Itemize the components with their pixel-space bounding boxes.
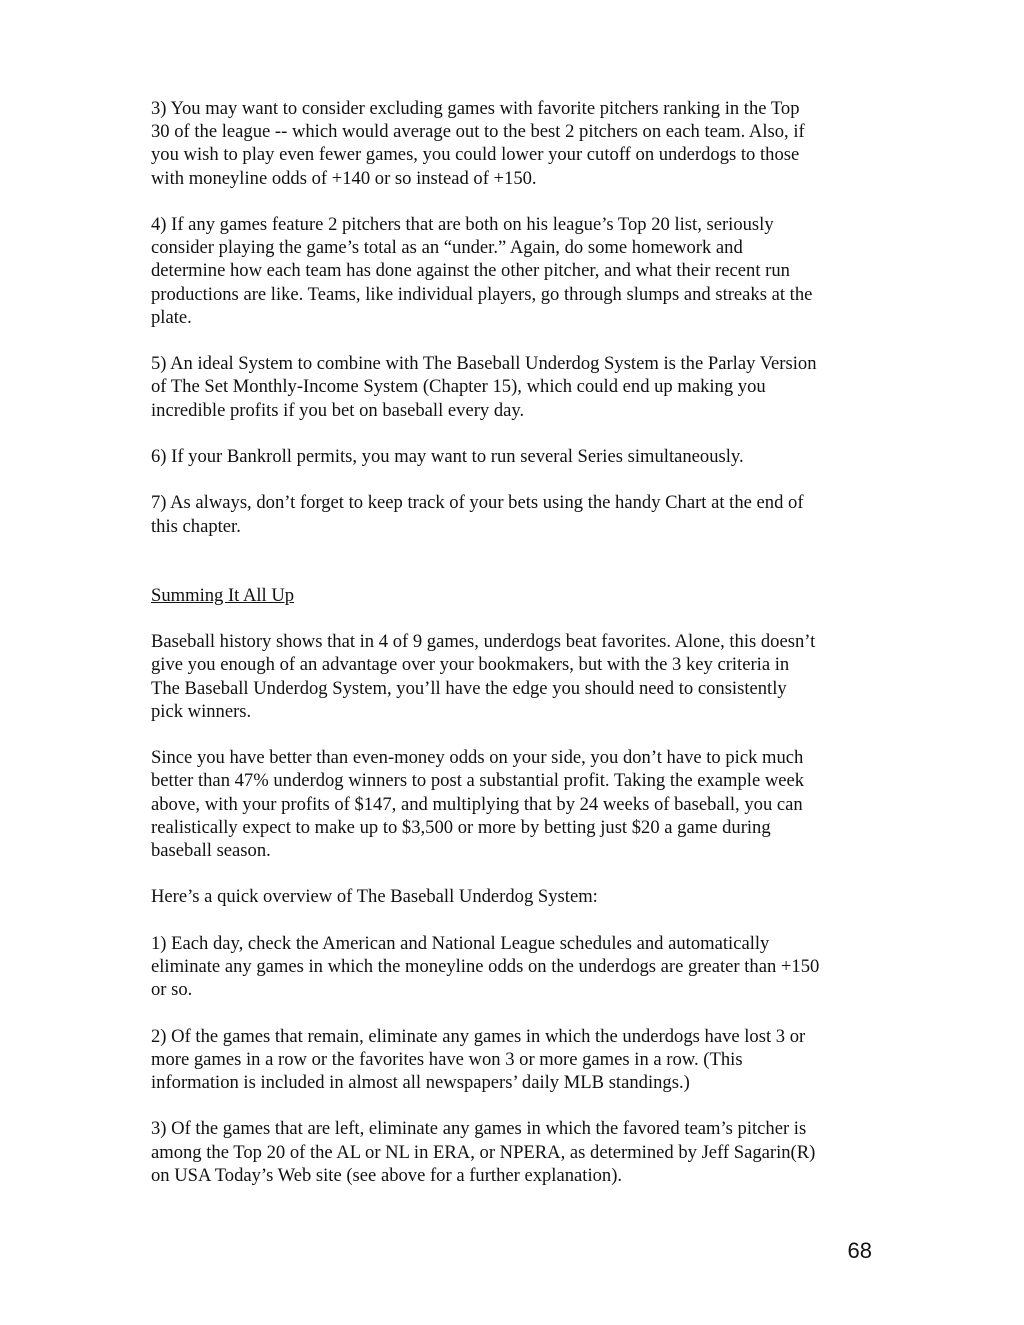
paragraph-step-1: 1) Each day, check the American and National League schedules and automatically eliminate any games in which the moneyline odds on the underdogs are greater than +150 or so. bbox=[151, 932, 820, 1001]
paragraph-summary-intro: Baseball history shows that in 4 of 9 games, underdogs beat favorites. Alone, this doesn’t give you enough of an advantage over your bookmakers, but with the 3 key criteria in The Baseball Underdog System, you’ll have the edge you should need to consistently pick winners. bbox=[151, 631, 816, 722]
paragraph-tip-4: 4) If any games feature 2 pitchers that are both on his league’s Top 20 list, seriously consider playing the game’s total as an “under.” Again, do some homework and determine how each team has done against the other pitcher, and what their recent run productions are like. Teams, like individual players, go through slumps and streaks at the plate. bbox=[151, 214, 813, 328]
paragraph-tip-6: 6) If your Bankroll permits, you may want to run several Series simultaneously. bbox=[151, 446, 744, 467]
paragraph-step-3: 3) Of the games that are left, eliminate any games in which the favored team’s pitcher is among the Top 20 of the AL or NL in ERA, or NPERA, as determined by Jeff Sagarin(R) on USA Today’s Web site (see above for a further explanation). bbox=[151, 1118, 816, 1186]
paragraph-overview-lead: Here’s a quick overview of The Baseball Underdog System: bbox=[151, 886, 598, 908]
paragraph-tip-5: 5) An ideal System to combine with The Baseball Underdog System is the Parlay Version of The Set Monthly-Income System (Chapter 15), which could end up making you incredible profits if you bet on baseball every day. bbox=[151, 353, 817, 421]
page-number: 68 bbox=[847, 1238, 872, 1263]
paragraph-step-2: 2) Of the games that remain, eliminate any games in which the underdogs have lost 3 or more games in a row or the favorites have won 3 or more games in a row. (This information is included in almost all newspapers’ daily MLB standings.) bbox=[151, 1025, 806, 1093]
paragraph-summary-profit: Since you have better than even-money odds on your side, you don’t have to pick much better than 47% underdog winners to post a substantial profit. Taking the example week above, with your profits of $147, and multiplying that by 24 weeks of baseball, you can realistically expect to make up to $3,500 or more by betting just $20 a game during baseball season. bbox=[151, 747, 805, 861]
paragraph-tip-3: 3) You may want to consider excluding games with favorite pitchers ranking in the Top 30 of the league -- which would average out to the best 2 pitchers on each team. Also, if you wish to play even fewer games, you could lower your cutoff on underdogs to those with moneyline odds of +140 or so instead of +150. bbox=[151, 98, 805, 189]
section-heading: Summing It All Up bbox=[151, 584, 295, 606]
page-content bbox=[151, 97, 879, 1210]
paragraph-tip-7: 7) As always, don’t forget to keep track of your bets using the handy Chart at the end of this chapter. bbox=[151, 492, 804, 537]
